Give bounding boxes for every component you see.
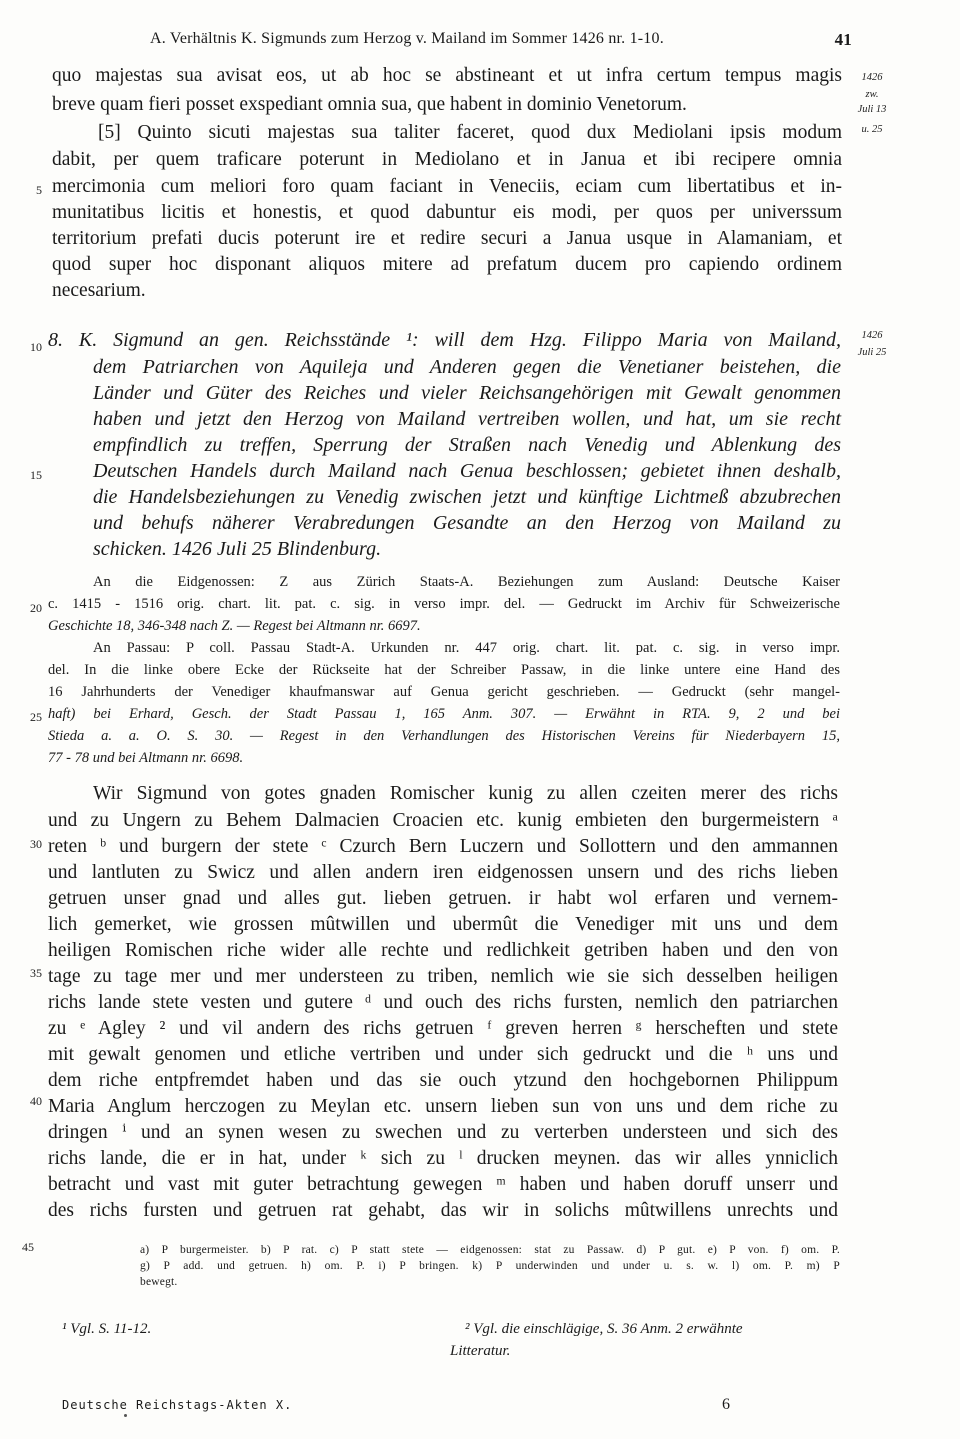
running-title: A. Verhältnis K. Sigmunds zum Herzog v. Mailand im Sommer 1426 nr. 1-10. (150, 30, 664, 47)
entry-title-line: und behufs näherer Verabredungen Gesandte an den Herzog von Mailand zu (93, 512, 841, 534)
main-text-line: zu ᵉ Agley ² und vil andern des richs getruen ᶠ greven herren ᵍ herscheften und stete (48, 1018, 838, 1039)
line-number-20: 20 (30, 601, 42, 615)
text-line: breve quam fieri posset exspediant omnia sua, que habent in dominio Venetorum. (52, 94, 687, 115)
series-signature: Deutsche Reichstags-Akten X. (62, 1398, 293, 1412)
source-line: Geschichte 18, 346-348 nach Z. — Regest bei Altmann nr. 6697. (48, 618, 421, 634)
main-text-line: lich gemerket, wie grossen mûtwillen und ubermût die Venediger mit uns und dem (48, 914, 838, 935)
source-line: c. 1415 - 1516 orig. chart. lit. pat. c. sig. in verso impr. del. — Gedruckt im Archiv für Schweizerische (48, 596, 840, 612)
main-text-line: dem riche entpfremdet haben und das sie ouch ytzund den hochgebornen Philippum (48, 1070, 838, 1091)
text-line: territorium prefati ducis poterunt ire et redire securi a Janua usque in Alamaniam, et (52, 228, 842, 249)
sheet-number: 6 (722, 1396, 730, 1413)
main-text-line: mit gewalt genomen und etliche vertriben und under sich gedruckt und die ʰ uns und (48, 1044, 838, 1065)
line-number-40: 40 (30, 1094, 42, 1108)
main-text-line: Maria Anglum herczogen zu Meylan etc. unsern lieben sun von uns und dem riche zu (48, 1096, 838, 1117)
entry-title-line: die Handelsbeziehungen zu Venedig zwischen jetzt und künftige Lichtmeß abzubrechen (93, 486, 841, 508)
main-text-line: Wir Sigmund von gotes gnaden Romischer kunig zu allen czeiten merer des richs (93, 783, 838, 804)
entry-title-line: Deutschen Handels durch Mailand nach Genua beschlossen; gebietet ihnen deshalb, (93, 460, 841, 482)
source-line: 16 Jahrhunderts der Venediger khaufmanswar auf Genua gericht geschrieben. — Gedruckt (sehr mangel- (48, 684, 840, 700)
margin-date-year-2: 1426 (861, 330, 883, 341)
main-text-line: und lantluten zu Swicz und allen andern iren eidgenossen unsern und des richs lieben (48, 862, 838, 883)
footnote-2: ² Vgl. die einschlägige, S. 36 Anm. 2 erwähnte (465, 1321, 743, 1337)
text-line: dabit, per quem traficare poterunt in Mediolano et in Janua et ibi recipere omnia (52, 149, 842, 170)
page-number: 41 (834, 30, 852, 49)
text-line: quo majestas sua avisat eos, ut ab hoc se abstineant et ut infra certum tempus magis (52, 65, 842, 86)
footnote-2-cont: Litteratur. (450, 1343, 511, 1359)
main-text-line: tage zu tage mer und mer understeen zu triben, nemlich wie sie sich desselben heiligen (48, 966, 838, 987)
main-text-line: heiligen Romischen riche wider alle rechte und redlichkeit getriben haben und den von (48, 940, 838, 961)
main-text-line: und zu Ungern zu Behem Dalmacien Croacien etc. kunig embieten den burgermeistern ᵃ (48, 810, 838, 831)
main-text-line: betracht und vast mit guter betrachtung gewegen ᵐ haben und haben doruff unserr und (48, 1174, 838, 1195)
text-line: [5] Quinto sicuti majestas sua taliter faceret, quod dux Mediolani ipsis modum (98, 122, 842, 143)
paper-speck (124, 1414, 127, 1417)
entry-title-line: dem Patriarchen von Aquileja und Anderen gegen die Venetianer beistehen, die (93, 356, 841, 378)
margin-date-to: u. 25 (861, 124, 883, 135)
entry-title-line: haben und jetzt den Herzog von Mailand vertreiben wollen, und hat, um sie recht (93, 408, 841, 430)
margin-date-year: 1426 (861, 72, 883, 83)
variant-note-line: bewegt. (140, 1276, 178, 1288)
line-number-15: 15 (30, 468, 42, 482)
line-number-35: 35 (30, 966, 42, 980)
entry-title-line: schicken. 1426 Juli 25 Blindenburg. (93, 538, 382, 560)
margin-date-zw: zw. (865, 89, 879, 100)
main-text-line: getruen unser gnad und alles gut. lieben getruen. ir habt wol erfaren und vernem- (48, 888, 838, 909)
text-line: necesarium. (52, 280, 146, 301)
source-line: An die Eidgenossen: Z aus Zürich Staats-A. Beziehungen zum Ausland: Deutsche Kaiser (93, 574, 840, 590)
variant-note-line: g) P add. und getruen. h) om. P. i) P bringen. k) P underwinden und under u. s. w. l) om. P. m) P (140, 1260, 840, 1272)
main-text-line: richs lande, die er in hat, under ᵏ sich zu ˡ drucken meynen. das wir alles ynniclich (48, 1148, 838, 1169)
main-text-line: richs lande stete vesten und gutere ᵈ und ouch des richs fursten, nemlich den patriarchen (48, 992, 838, 1013)
line-number-45: 45 (22, 1240, 34, 1254)
entry-title-line: Länder und Güter des Reiches und vieler Reichsangehörigen mit Gewalt genommen (93, 382, 841, 404)
entry-title-line: empfindlich zu treffen, Sperrung der Straßen nach Venedig und Ablenkung des (93, 434, 841, 456)
entry-title-line: 8. K. Sigmund an gen. Reichsstände ¹: will dem Hzg. Filippo Maria von Mailand, (48, 329, 841, 351)
main-text-line: des richs fursten und getruen rat gehabt, das wir in solichs mûtwillens unrechts und (48, 1200, 838, 1221)
text-line: munitatibus licitis et honestis, et quod dabuntur eis modi, per quos per universsum (52, 202, 842, 223)
footnote-1: ¹ Vgl. S. 11-12. (62, 1321, 152, 1337)
line-number-5: 5 (36, 183, 42, 197)
line-number-25: 25 (30, 710, 42, 724)
line-number-30: 30 (30, 837, 42, 851)
source-line: 77 - 78 und bei Altmann nr. 6698. (48, 750, 244, 766)
source-line: haft) bei Erhard, Gesch. der Stadt Passau 1, 165 Anm. 307. — Erwähnt in RTA. 9, 2 und bei (48, 706, 840, 722)
margin-date-from: Juli 13 (857, 104, 887, 115)
text-line: quod super hoc disponant aliquos mitere ad prefatum ducem pro capiendo ordinem (52, 254, 842, 275)
variant-note-line: a) P burgermeister. b) P rat. c) P statt stete — eidgenossen: stat zu Passaw. d) P gut. e) P von. f) om. P. (140, 1244, 840, 1256)
source-line: del. In die linke obere Ecke der Rückseite hat der Schreiber Passaw, in die linke untere eine Hand des (48, 662, 840, 678)
source-line: An Passau: P coll. Passau Stadt-A. Urkunden nr. 447 orig. chart. lit. pat. c. sig. in verso impr. (93, 640, 840, 656)
source-line: Stieda a. a. O. S. 30. — Regest in den Verhandlungen des Historischen Vereins für Niederbayern 15, (48, 728, 840, 744)
main-text-line: reten ᵇ und burgern der stete ᶜ Czurch Bern Luczern und Sollottern und den ammannen (48, 836, 838, 857)
text-line: mercimonia cum meliori foro quam faciant in Veneciis, eciam cum libertatibus et in- (52, 176, 842, 197)
main-text-line: dringen ⁱ und an synen wesen zu swechen und zu verterben understeen und sich des (48, 1122, 838, 1143)
margin-date-day-2: Juli 25 (857, 347, 887, 358)
line-number-10: 10 (30, 340, 42, 354)
